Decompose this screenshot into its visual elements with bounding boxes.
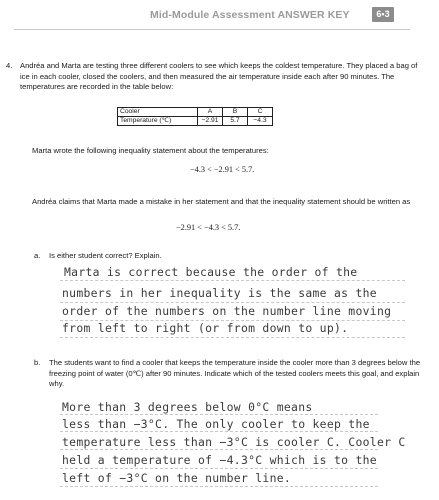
table-cell: Temperature (℃) xyxy=(118,117,198,126)
header-title: Mid-Module Assessment ANSWER KEY xyxy=(150,9,350,21)
answer-rule xyxy=(60,280,405,281)
part-a-prompt: Is either student correct? Explain. xyxy=(49,251,162,260)
handwritten-answer-line: order of the numbers on the number line moving xyxy=(62,304,392,318)
andrea-claim-text: Andréa claims that Marta made a mistake in her statement and that the inequality statement should be written as xyxy=(32,197,411,206)
page-header xyxy=(0,0,439,30)
marta-statement-text: Marta wrote the following inequality statement about the temperatures: xyxy=(32,146,269,155)
table-cell: 5.7 xyxy=(223,117,248,126)
answer-rule xyxy=(60,449,378,450)
table-cell: −2.91 xyxy=(198,117,223,126)
handwritten-answer-line: held a temperature of −4.3°C which is to the xyxy=(62,453,377,467)
temperature-table xyxy=(117,107,273,126)
part-a-label: a. xyxy=(34,251,41,260)
answer-rule xyxy=(60,431,378,432)
answer-rule xyxy=(60,302,405,303)
question-intro: Andréa and Marta are testing three different coolers to see which keeps the coldest temperature. They placed a bag of ice in each cooler, closed the coolers, and then measured the air temperature inside each after 90 minutes. The temperatures are recorded in the table below: xyxy=(20,61,418,92)
handwritten-answer-line: temperature less than −3°C is cooler C. Cooler C xyxy=(62,435,406,449)
table-cell: C xyxy=(248,108,273,117)
header-divider xyxy=(14,29,410,30)
part-b-label: b. xyxy=(34,358,41,367)
marta-inequality: −4.3 < −2.91 < 5.7. xyxy=(190,165,255,174)
table-row xyxy=(118,117,273,126)
question-number: 4. xyxy=(6,61,13,70)
table-cell: B xyxy=(223,108,248,117)
part-b-prompt: The students want to find a cooler that keeps the temperature inside the cooler more than 3 degrees below the freezing point of water (0℃) after 90 minutes. Indicate which of the tested coolers meets this goal, and explain why. xyxy=(49,358,421,389)
andrea-inequality: −2.91 < −4.3 < 5.7. xyxy=(176,223,241,232)
grade-module-badge: 6•3 xyxy=(372,7,394,22)
table-header-row xyxy=(118,108,273,117)
handwritten-answer-line: from left to right (or from down to up). xyxy=(62,321,349,335)
handwritten-answer-line: numbers in her inequality is the same as the xyxy=(62,286,377,300)
handwritten-answer-line: More than 3 degrees below 0°C means xyxy=(62,400,313,414)
answer-rule xyxy=(60,414,378,415)
handwritten-answer-line: left of −3°C on the number line. xyxy=(62,471,292,485)
answer-rule xyxy=(60,486,378,487)
table-cell: Cooler xyxy=(118,108,198,117)
answer-rule xyxy=(60,468,378,469)
answer-rule xyxy=(60,337,405,338)
handwritten-answer-line: Marta is correct because the order of the xyxy=(64,265,358,279)
handwritten-answer-line: less than −3°C. The only cooler to keep the xyxy=(62,417,370,431)
table-cell: −4.3 xyxy=(248,117,273,126)
table-cell: A xyxy=(198,108,223,117)
